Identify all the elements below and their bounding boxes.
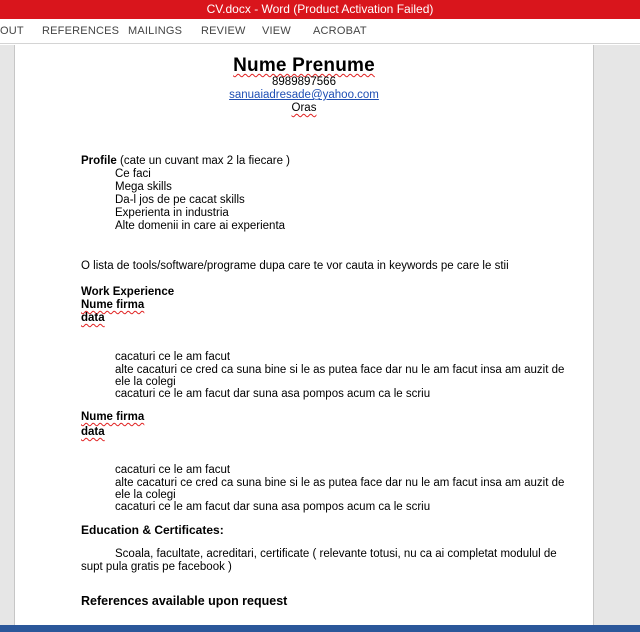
- job-line[interactable]: cacaturi ce le am facut: [115, 464, 231, 476]
- job-line[interactable]: ele la colegi: [115, 376, 176, 388]
- cv-phone[interactable]: 8989897566: [272, 76, 336, 88]
- job-line[interactable]: ele la colegi: [115, 489, 176, 501]
- ribbon-tab-bar: [0, 19, 640, 44]
- profile-heading[interactable]: Profile (cate un cuvant max 2 la fiecare ): [81, 155, 291, 167]
- profile-item[interactable]: Da-l jos de pe cacat skills: [115, 194, 245, 206]
- profile-item[interactable]: Experienta in industria: [115, 207, 229, 219]
- cv-email[interactable]: sanuaiadresade@yahoo.com: [229, 89, 379, 101]
- job-line[interactable]: cacaturi ce le am facut dar suna asa pompos acum ca le scriu: [115, 501, 431, 513]
- cv-city[interactable]: Oras: [291, 102, 317, 114]
- profile-item[interactable]: Alte domenii in care ai experienta: [115, 220, 286, 232]
- job-company[interactable]: Nume firma: [81, 299, 145, 311]
- job-line[interactable]: cacaturi ce le am facut dar suna asa pompos acum ca le scriu: [115, 388, 431, 400]
- job-date[interactable]: data: [81, 426, 105, 438]
- job-line[interactable]: alte cacaturi ce cred ca suna bine si le as putea face dar nu le am facut insa am auzit de: [115, 477, 565, 489]
- cv-name[interactable]: Nume Prenume: [233, 55, 375, 76]
- tools-line[interactable]: O lista de tools/software/programe dupa care te vor cauta in keywords pe care le stii: [81, 260, 509, 272]
- window-title: CV.docx - Word (Product Activation Failed): [206, 2, 434, 16]
- job-company[interactable]: Nume firma: [81, 411, 145, 423]
- job-date[interactable]: data: [81, 312, 105, 324]
- education-line[interactable]: Scoala, facultate, acreditari, certificate ( relevante totusi, nu ca ai completat modulul de: [115, 548, 557, 560]
- tab-layout[interactable]: OUT: [0, 25, 24, 37]
- status-bar: [0, 625, 640, 632]
- profile-item[interactable]: Ce faci: [115, 168, 151, 180]
- tab-review[interactable]: REVIEW: [201, 25, 246, 37]
- tab-acrobat[interactable]: ACROBAT: [313, 25, 367, 37]
- document-page[interactable]: [14, 45, 594, 625]
- education-line[interactable]: supt pula gratis pe facebook ): [81, 561, 232, 573]
- education-heading[interactable]: Education & Certificates:: [81, 523, 224, 537]
- profile-item[interactable]: Mega skills: [115, 181, 172, 193]
- window-title-bar: [0, 0, 640, 19]
- tab-view[interactable]: VIEW: [262, 25, 291, 37]
- references-line[interactable]: References available upon request: [81, 594, 288, 608]
- tab-mailings[interactable]: MAILINGS: [128, 25, 183, 37]
- job-line[interactable]: alte cacaturi ce cred ca suna bine si le as putea face dar nu le am facut insa am auzit de: [115, 364, 565, 376]
- job-line[interactable]: cacaturi ce le am facut: [115, 351, 231, 363]
- document-workspace: [0, 45, 640, 625]
- tab-references[interactable]: REFERENCES: [42, 25, 120, 37]
- work-experience-heading[interactable]: Work Experience: [81, 286, 175, 298]
